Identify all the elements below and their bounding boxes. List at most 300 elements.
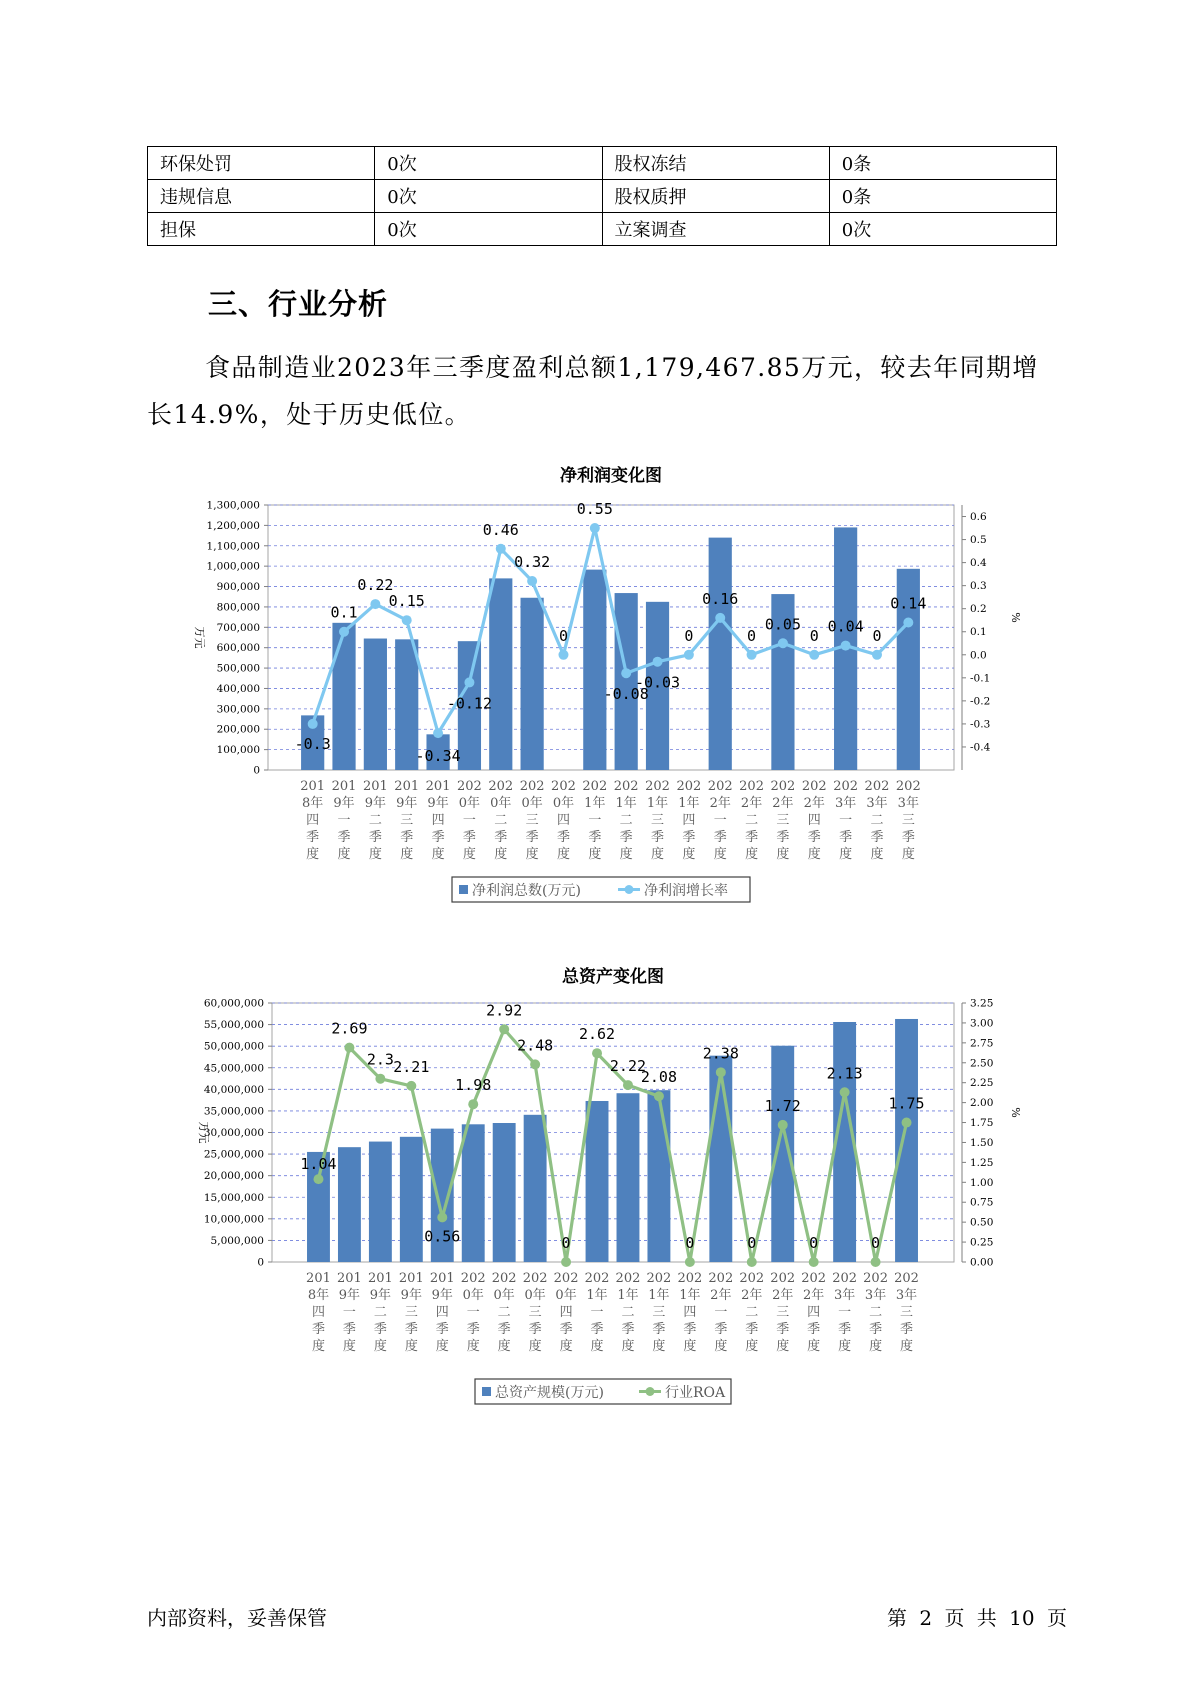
legend-line-marker (625, 885, 634, 894)
y2-tick-label: 2.00 (970, 1097, 994, 1110)
x-tick-label: 9年 (338, 1288, 361, 1303)
x-tick-label: 一 (588, 813, 602, 828)
x-tick-label: 二 (497, 1305, 511, 1320)
line-point (592, 1048, 602, 1058)
x-tick-label: 202 (739, 779, 764, 794)
x-tick-label: 四 (559, 1305, 573, 1320)
x-tick-label: 202 (863, 1271, 888, 1286)
x-tick-label: 四 (431, 813, 445, 828)
x-tick-label: 202 (488, 779, 514, 794)
y-tick-label: 1,300,000 (206, 499, 260, 512)
x-tick-label: 三 (651, 813, 665, 828)
x-tick-label: 季 (683, 1322, 697, 1337)
chart-title: 净利润变化图 (560, 466, 662, 486)
data-label: 0.16 (702, 589, 739, 608)
x-tick-label: 8年 (302, 796, 324, 811)
bar (895, 1019, 918, 1262)
data-label: 0 (685, 1234, 695, 1252)
line-point (308, 719, 318, 729)
bar (524, 1115, 547, 1262)
legend-bar-swatch (482, 1387, 491, 1396)
table-cell-value: 0次 (829, 213, 1056, 246)
data-label: -0.12 (446, 694, 493, 713)
x-tick-label: 度 (556, 847, 570, 862)
x-tick-label: 季 (431, 830, 445, 845)
line-point (871, 1257, 881, 1267)
x-tick-label: 季 (435, 1322, 449, 1337)
table-row (148, 147, 1057, 180)
data-label: 1.04 (300, 1155, 337, 1174)
x-tick-label: 二 (869, 1305, 883, 1320)
x-tick-label: 度 (869, 1339, 883, 1354)
x-tick-label: 度 (651, 847, 665, 862)
data-label: 0 (561, 1234, 571, 1252)
line-point (464, 677, 474, 687)
line-point (437, 1212, 447, 1222)
bar (647, 1090, 670, 1262)
table-cell-value: 0条 (829, 180, 1056, 213)
line-point (902, 1118, 912, 1128)
data-label: 0 (558, 626, 568, 645)
line-point (433, 728, 443, 738)
x-tick-label: 1年 (617, 1288, 639, 1303)
x-tick-label: 202 (801, 1271, 827, 1286)
line-point (499, 1024, 509, 1034)
x-tick-label: 1年 (586, 1288, 608, 1303)
data-label: 2.22 (609, 1057, 647, 1076)
x-tick-label: 度 (900, 1339, 914, 1354)
legend-bar-swatch (459, 885, 468, 894)
data-label: 2.08 (640, 1068, 677, 1087)
x-tick-label: 季 (559, 1322, 573, 1337)
x-tick-label: 季 (528, 1322, 542, 1337)
y-tick-label: 35,000,000 (203, 1105, 264, 1118)
y-tick-label: 40,000,000 (203, 1083, 264, 1096)
x-tick-label: 1年 (679, 1288, 701, 1303)
y2-axis-label: % (1009, 612, 1022, 623)
table-cell-label: 担保 (148, 213, 375, 246)
x-tick-label: 二 (494, 813, 508, 828)
x-tick-label: 季 (745, 830, 759, 845)
y2-tick-label: 0.1 (970, 626, 987, 639)
bar (709, 1056, 732, 1262)
line-point (402, 615, 412, 625)
x-tick-label: 三 (525, 813, 539, 828)
x-tick-label: 度 (494, 847, 508, 862)
y2-tick-label: 1.00 (970, 1176, 994, 1189)
line-point (590, 523, 600, 533)
x-tick-label: 3年 (833, 1288, 856, 1303)
footer-confidential-note: 内部资料，妥善保管 (147, 1606, 327, 1630)
x-tick-label: 季 (466, 1322, 480, 1337)
line-point (747, 1257, 757, 1267)
x-tick-label: 202 (491, 1271, 517, 1286)
x-tick-label: 202 (551, 779, 576, 794)
x-tick-label: 度 (682, 847, 696, 862)
x-tick-label: 3年 (834, 796, 857, 811)
x-tick-label: 度 (776, 1339, 790, 1354)
y-tick-label: 600,000 (216, 642, 260, 655)
x-tick-label: 度 (368, 847, 382, 862)
x-tick-label: 度 (745, 1339, 759, 1354)
x-tick-label: 0年 (458, 796, 481, 811)
y2-tick-label: 0.00 (970, 1256, 994, 1269)
y-tick-label: 900,000 (216, 581, 260, 594)
line-point (809, 650, 819, 660)
y2-tick-label: -0.1 (970, 672, 991, 685)
x-tick-label: 四 (556, 813, 570, 828)
x-tick-label: 四 (807, 813, 821, 828)
x-tick-label: 2年 (772, 796, 794, 811)
x-tick-label: 202 (832, 1271, 858, 1286)
x-tick-label: 二 (368, 813, 382, 828)
x-tick-label: 一 (590, 1305, 604, 1320)
x-tick-label: 度 (337, 847, 351, 862)
line-point (621, 668, 631, 678)
y-tick-label: 100,000 (216, 744, 260, 757)
x-tick-label: 度 (497, 1339, 511, 1354)
x-tick-label: 2年 (709, 796, 731, 811)
x-tick-label: 三 (404, 1305, 418, 1320)
bar (364, 639, 387, 770)
x-tick-label: 季 (901, 830, 915, 845)
line-point (747, 650, 757, 660)
x-tick-label: 202 (457, 779, 482, 794)
x-tick-label: 202 (708, 1271, 734, 1286)
x-tick-label: 202 (677, 1271, 703, 1286)
data-label: 2.3 (366, 1050, 394, 1069)
data-label: 2.13 (826, 1064, 863, 1083)
x-tick-label: 9年 (364, 796, 387, 811)
data-label: 2.48 (517, 1036, 554, 1055)
table-cell-value: 0次 (375, 213, 602, 246)
x-tick-label: 二 (745, 813, 759, 828)
y2-tick-label: 0.5 (970, 534, 987, 547)
table-cell-label: 股权质押 (602, 180, 829, 213)
x-tick-label: 202 (739, 1271, 765, 1286)
x-tick-label: 季 (494, 830, 508, 845)
x-tick-label: 202 (553, 1271, 579, 1286)
x-tick-label: 季 (556, 830, 570, 845)
x-tick-label: 0年 (493, 1288, 515, 1303)
x-tick-label: 度 (745, 847, 759, 862)
data-label: -0.3 (294, 734, 331, 753)
x-tick-label: 202 (801, 779, 827, 794)
x-tick-label: 度 (373, 1339, 387, 1354)
line-point (468, 1099, 478, 1109)
x-tick-label: 202 (646, 1271, 672, 1286)
data-label: 1.75 (888, 1094, 925, 1113)
y-tick-label: 10,000,000 (203, 1213, 264, 1226)
chart-title: 总资产变化图 (562, 967, 664, 987)
x-tick-label: 季 (311, 1322, 325, 1337)
y-tick-label: 5,000,000 (210, 1234, 264, 1247)
x-tick-label: 季 (400, 830, 414, 845)
x-tick-label: 202 (613, 779, 639, 794)
line-point (344, 1043, 354, 1053)
x-tick-label: 度 (404, 1339, 418, 1354)
bar (332, 623, 355, 770)
line-point (840, 1087, 850, 1097)
bar (583, 570, 606, 770)
x-tick-label: 2年 (741, 1288, 763, 1303)
x-tick-label: 2年 (803, 796, 825, 811)
data-label: 2.38 (702, 1044, 739, 1063)
x-tick-label: 201 (362, 779, 388, 794)
x-tick-label: 2年 (772, 1288, 794, 1303)
y2-tick-label: 3.25 (970, 997, 994, 1010)
x-tick-label: 201 (429, 1271, 455, 1286)
line-point (872, 650, 882, 660)
data-label: 2.92 (486, 1001, 523, 1020)
bar (369, 1142, 392, 1262)
x-tick-label: 0年 (555, 1288, 577, 1303)
x-tick-label: 四 (306, 813, 320, 828)
x-tick-label: 季 (714, 1322, 728, 1337)
line-point (339, 627, 349, 637)
table-row (148, 213, 1057, 246)
y-tick-label: 0 (257, 1256, 264, 1269)
bar (338, 1147, 361, 1262)
y2-tick-label: -0.4 (970, 741, 991, 754)
y-axis-label: 万元 (197, 1121, 210, 1144)
y-tick-label: 1,200,000 (206, 519, 260, 532)
y-tick-label: 20,000,000 (203, 1170, 264, 1183)
table-cell-label: 立案调查 (602, 213, 829, 246)
x-tick-label: 9年 (369, 1288, 392, 1303)
x-tick-label: 一 (838, 1305, 852, 1320)
bar (617, 1093, 640, 1262)
x-tick-label: 三 (776, 1305, 790, 1320)
y-axis-label: 万元 (193, 626, 206, 649)
line-point (375, 1074, 385, 1084)
footer-page-number: 第 2 页 共 10 页 (887, 1606, 1067, 1630)
x-tick-label: 201 (394, 779, 420, 794)
line-point (496, 544, 506, 554)
y-tick-label: 400,000 (216, 682, 260, 695)
data-label: 0.04 (827, 617, 864, 636)
x-tick-label: 202 (894, 1271, 919, 1286)
x-tick-label: 9年 (427, 796, 449, 811)
x-tick-label: 度 (306, 847, 320, 862)
x-tick-label: 202 (519, 779, 545, 794)
x-tick-label: 季 (651, 830, 665, 845)
x-tick-label: 三 (901, 813, 915, 828)
x-tick-label: 9年 (333, 796, 355, 811)
x-tick-label: 度 (311, 1339, 325, 1354)
x-tick-label: 3年 (866, 796, 888, 811)
y2-tick-label: 0.6 (970, 511, 987, 524)
data-label: -0.03 (634, 673, 681, 692)
x-tick-label: 202 (864, 779, 890, 794)
x-tick-label: 度 (713, 847, 727, 862)
y2-tick-label: 2.25 (970, 1077, 994, 1090)
x-tick-label: 202 (895, 779, 921, 794)
x-tick-label: 9年 (400, 1288, 422, 1303)
y-tick-label: 1,100,000 (206, 540, 260, 553)
x-tick-label: 季 (807, 830, 821, 845)
y2-axis-label: % (1009, 1107, 1022, 1118)
y2-tick-label: 0.0 (970, 649, 987, 662)
x-tick-label: 度 (683, 1339, 697, 1354)
table-cell-label: 环保处罚 (148, 147, 375, 180)
line-point (716, 1067, 726, 1077)
x-tick-label: 8年 (307, 1288, 330, 1303)
y-tick-label: 60,000,000 (203, 997, 264, 1010)
line-point (406, 1081, 416, 1091)
bar (493, 1123, 516, 1262)
line-point (653, 657, 663, 667)
x-tick-label: 一 (342, 1305, 356, 1320)
x-tick-label: 度 (525, 847, 539, 862)
x-tick-label: 季 (619, 830, 633, 845)
line-point (715, 613, 725, 623)
table-cell-label: 股权冻结 (602, 147, 829, 180)
x-tick-label: 季 (838, 1322, 852, 1337)
table-cell-value: 0次 (375, 180, 602, 213)
data-label: 0 (684, 626, 694, 645)
y2-tick-label: 2.50 (970, 1057, 994, 1070)
x-tick-label: 度 (838, 1339, 852, 1354)
x-tick-label: 1年 (678, 796, 700, 811)
y-tick-label: 300,000 (216, 703, 260, 716)
x-tick-label: 季 (337, 830, 351, 845)
x-tick-label: 三 (776, 813, 790, 828)
y-tick-label: 55,000,000 (203, 1019, 264, 1032)
x-tick-label: 季 (621, 1322, 635, 1337)
x-tick-label: 季 (869, 1322, 883, 1337)
x-tick-label: 季 (462, 830, 476, 845)
y2-tick-label: 0.50 (970, 1216, 994, 1229)
x-tick-label: 2年 (710, 1288, 732, 1303)
legend-bar-label: 总资产规模(万元) (495, 1385, 604, 1401)
x-tick-label: 二 (619, 813, 633, 828)
data-label: 0 (871, 1234, 881, 1252)
x-tick-label: 度 (466, 1339, 480, 1354)
x-tick-label: 度 (619, 847, 633, 862)
x-tick-label: 二 (621, 1305, 635, 1320)
data-label: -0.08 (603, 685, 649, 704)
x-tick-label: 0年 (521, 796, 543, 811)
x-tick-label: 季 (870, 830, 884, 845)
x-tick-label: 三 (652, 1305, 666, 1320)
x-tick-label: 度 (621, 1339, 635, 1354)
x-tick-label: 201 (331, 779, 357, 794)
y-tick-label: 15,000,000 (203, 1191, 264, 1204)
line-point (778, 638, 788, 648)
bar (489, 578, 512, 770)
x-tick-label: 202 (770, 779, 796, 794)
y-tick-label: 1,000,000 (206, 560, 260, 573)
x-tick-label: 202 (460, 1271, 486, 1286)
x-tick-label: 季 (652, 1322, 666, 1337)
table-cell-label: 违规信息 (148, 180, 375, 213)
y2-tick-label: 0.3 (970, 580, 987, 593)
y2-tick-label: -0.2 (970, 695, 991, 708)
x-tick-label: 一 (839, 813, 853, 828)
x-tick-label: 201 (337, 1271, 362, 1286)
x-tick-label: 3年 (895, 1288, 918, 1303)
x-tick-label: 季 (342, 1322, 356, 1337)
line-point (313, 1174, 323, 1184)
x-tick-label: 一 (466, 1305, 480, 1320)
x-tick-label: 201 (306, 1271, 331, 1286)
line-point (530, 1059, 540, 1069)
x-tick-label: 四 (807, 1305, 821, 1320)
y2-tick-label: 2.75 (970, 1037, 994, 1050)
data-label: 0 (809, 1234, 819, 1252)
y2-tick-label: 0.2 (970, 603, 987, 616)
x-tick-label: 201 (398, 1271, 424, 1286)
line-point (903, 618, 913, 628)
x-tick-label: 二 (745, 1305, 759, 1320)
x-tick-label: 季 (713, 830, 727, 845)
x-tick-label: 202 (645, 779, 670, 794)
data-label: 0.56 (424, 1227, 461, 1246)
x-tick-label: 季 (590, 1322, 604, 1337)
x-tick-label: 季 (368, 830, 382, 845)
y-tick-label: 500,000 (216, 662, 260, 675)
x-tick-label: 度 (528, 1339, 542, 1354)
x-tick-label: 201 (367, 1271, 393, 1286)
x-tick-label: 度 (839, 847, 853, 862)
y2-tick-label: 3.00 (970, 1017, 994, 1030)
x-tick-label: 三 (528, 1305, 542, 1320)
y-tick-label: 800,000 (216, 601, 260, 614)
section-title: 三、行业分析 (208, 287, 389, 321)
x-tick-label: 1年 (584, 796, 606, 811)
x-tick-label: 202 (582, 779, 608, 794)
bar (586, 1101, 609, 1262)
y2-tick-label: 0.75 (970, 1196, 994, 1209)
x-tick-label: 季 (404, 1322, 418, 1337)
data-label: 1.72 (764, 1096, 801, 1115)
y2-tick-label: 1.25 (970, 1156, 994, 1169)
x-tick-label: 季 (525, 830, 539, 845)
y-tick-label: 25,000,000 (203, 1148, 264, 1161)
x-tick-label: 二 (373, 1305, 387, 1320)
y2-tick-label: 1.75 (970, 1117, 994, 1130)
x-tick-label: 一 (714, 1305, 728, 1320)
bar (400, 1137, 423, 1262)
legend (475, 1379, 731, 1404)
x-tick-label: 202 (770, 1271, 796, 1286)
y-tick-label: 30,000,000 (203, 1127, 264, 1139)
y2-tick-label: -0.3 (970, 718, 991, 731)
data-label: 1.98 (455, 1076, 492, 1095)
x-tick-label: 四 (682, 813, 696, 828)
x-tick-label: 度 (807, 847, 821, 862)
x-tick-label: 季 (497, 1322, 511, 1337)
x-tick-label: 四 (311, 1305, 325, 1320)
legend-line-marker (646, 1387, 655, 1396)
x-tick-label: 季 (588, 830, 602, 845)
y-tick-label: 0 (253, 764, 260, 777)
x-tick-label: 二 (870, 813, 884, 828)
x-tick-label: 2年 (740, 796, 763, 811)
x-tick-label: 度 (714, 1339, 728, 1354)
x-tick-label: 度 (870, 847, 884, 862)
x-tick-label: 季 (900, 1322, 914, 1337)
line-point (841, 641, 851, 651)
data-label: 0.1 (330, 603, 358, 622)
legend-line-label: 净利润增长率 (644, 883, 728, 899)
line-point (561, 1257, 571, 1267)
x-tick-label: 度 (807, 1339, 821, 1354)
bar (521, 598, 544, 770)
y-tick-label: 50,000,000 (203, 1040, 264, 1053)
line-point (684, 650, 694, 660)
